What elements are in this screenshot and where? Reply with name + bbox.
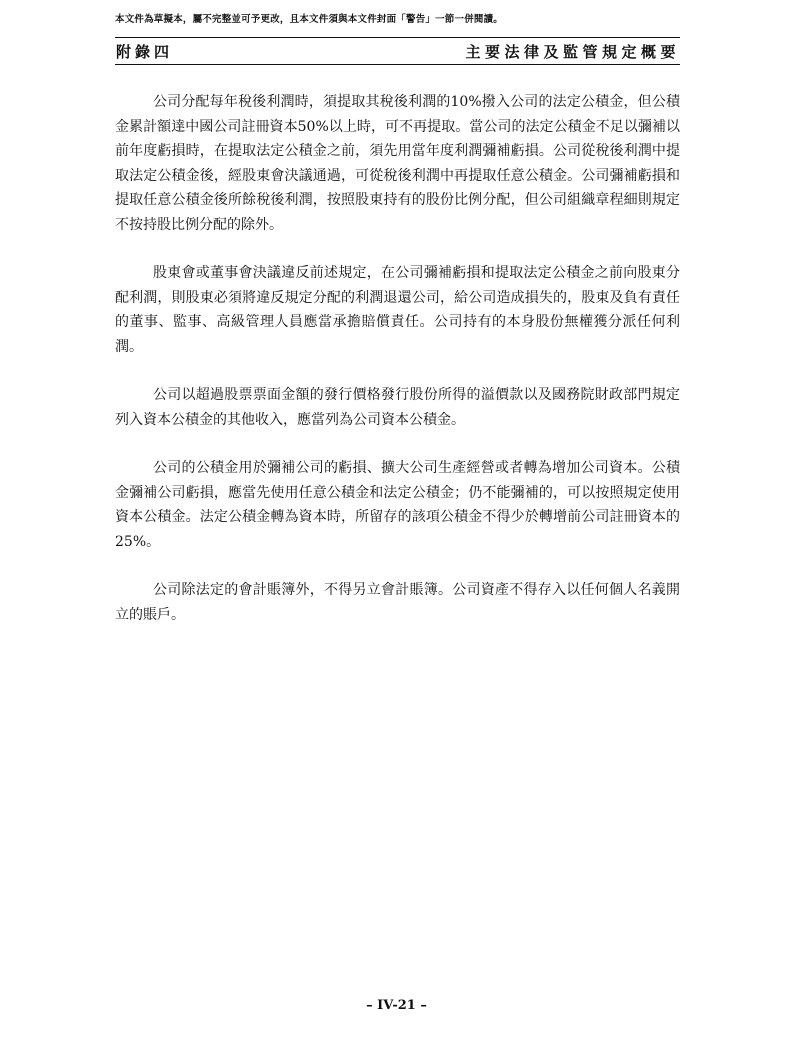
- paragraph: 股東會或董事會決議違反前述規定，在公司彌補虧損和提取法定公積金之前向股東分配利潤，則股東必須將違反規定分配的利潤退還公司，給公司造成損失的，股東及負有責任的董事、監事、高級管理人員應當承擔賠償責任。公司持有的本身股份無權獲分派任何利潤。: [115, 265, 680, 355]
- paragraph: 公司除法定的會計賬簿外，不得另立會計賬簿。公司資產不得存入以任何個人名義開立的賬戶。: [115, 582, 680, 623]
- appendix-label: 附錄四: [116, 42, 174, 61]
- paragraph: 公司的公積金用於彌補公司的虧損、擴大公司生產經營或者轉為增加公司資本。公積金彌補公司虧損，應當先使用任意公積金和法定公積金；仍不能彌補的，可以按照規定使用資本公積金。法定公積金轉為資本時，所留存的該項公積金不得少於轉增前公司註冊資本的25%。: [115, 460, 680, 550]
- page-number: – IV-21 –: [366, 998, 427, 1013]
- draft-notice: 本文件為草擬本，屬不完整並可予更改，且本文件須與本文件封面「警告」一節一併閱讀。: [115, 14, 504, 25]
- section-title: 主要法律及監管規定概要: [465, 42, 680, 61]
- page-header: [115, 37, 680, 65]
- paragraph: 公司分配每年稅後利潤時，須提取其稅後利潤的10%撥入公司的法定公積金，但公積金累計額達中國公司註冊資本50%以上時，可不再提取。當公司的法定公積金不足以彌補以前年度虧損時，在提取法定公積金之前，須先用當年度利潤彌補虧損。公司從稅後利潤中提取法定公積金後，經股東會決議通過，可從稅後利潤中再提取任意公積金。公司彌補虧損和提取任意公積金後所餘稅後利潤，按照股東持有的股份比例分配，但公司組織章程細則規定不按持股比例分配的除外。: [115, 94, 680, 233]
- paragraph: 公司以超過股票票面金額的發行價格發行股份所得的溢價款以及國務院財政部門規定列入資本公積金的其他收入，應當列為公司資本公積金。: [115, 387, 680, 428]
- body-text: [115, 90, 680, 651]
